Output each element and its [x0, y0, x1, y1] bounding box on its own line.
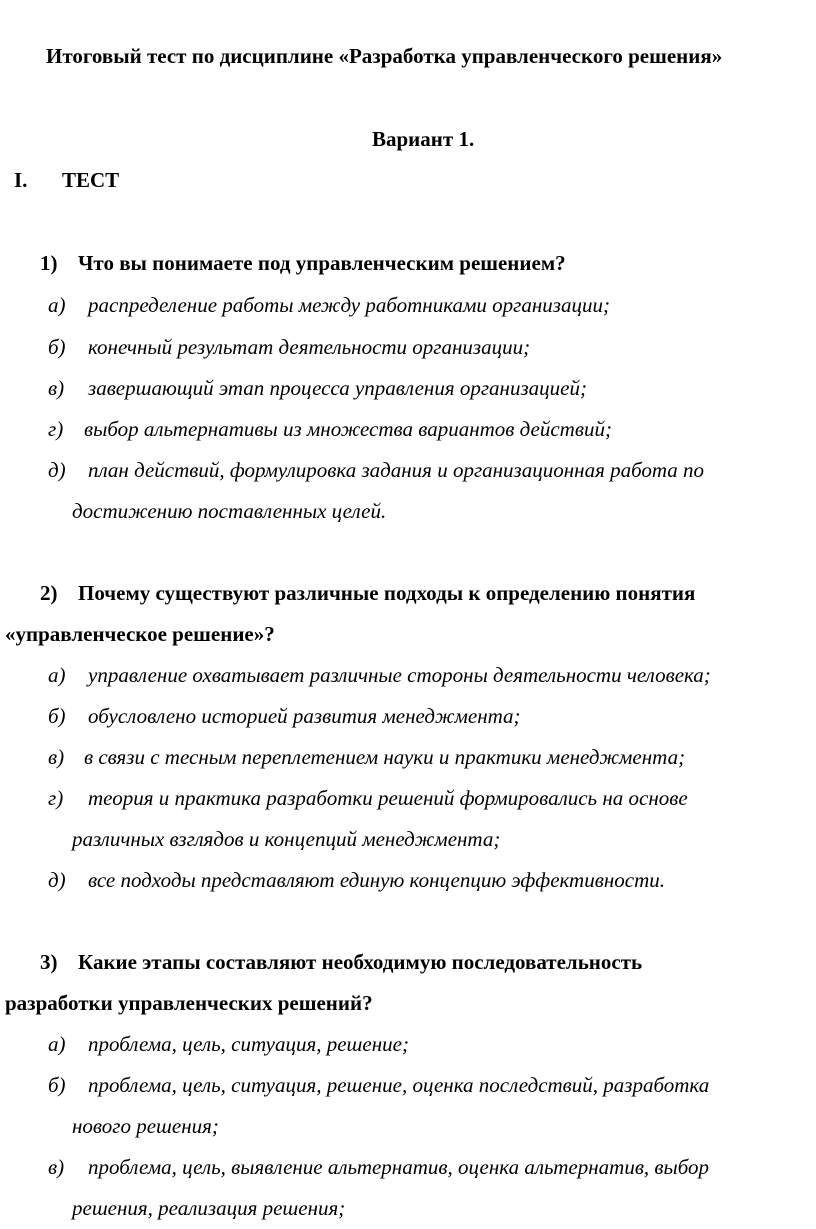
section-number: I.: [14, 168, 28, 192]
q1-option-d-text: план действий, формулировка задания и организационная работа по: [88, 458, 705, 482]
q3-option-v-text: проблема, цель, выявление альтернатив, оценка альтернатив, выбор: [88, 1155, 710, 1179]
q2-option-d-letter: д): [48, 868, 66, 892]
q2-option-g-text-cont: различных взглядов и концепций менеджмента;: [72, 827, 501, 851]
q1-option-v-text: завершающий этап процесса управления организацией;: [88, 376, 587, 400]
q1-option-v-letter: в): [48, 376, 65, 400]
q3-option-b-text: проблема, цель, ситуация, решение, оценка последствий, разработка: [88, 1073, 710, 1097]
question-2-number: 2): [40, 581, 58, 605]
q2-option-g-letter: г): [48, 786, 64, 810]
q2-option-v-letter: в): [48, 745, 65, 769]
q2-option-a-text: управление охватывает различные стороны деятельности человека;: [88, 663, 711, 687]
q1-option-a-text: распределение работы между работниками организации;: [88, 293, 610, 317]
q2-option-b-text: обусловлено историей развития менеджмента;: [88, 704, 521, 728]
q3-option-a-letter: а): [48, 1032, 66, 1056]
q1-option-a-letter: а): [48, 293, 66, 317]
q1-option-b-letter: б): [48, 335, 66, 359]
q2-option-a-letter: а): [48, 663, 66, 687]
q3-option-b-letter: б): [48, 1073, 66, 1097]
q2-option-v-text: в связи с тесным переплетением науки и практики менеджмента;: [84, 745, 686, 769]
question-2-text-cont: «управленческое решение»?: [5, 622, 275, 646]
section-title: ТЕСТ: [62, 168, 120, 192]
variant-label: Вариант 1.: [372, 127, 475, 151]
q1-option-d-text-cont: достижению поставленных целей.: [72, 499, 387, 523]
question-3-number: 3): [40, 950, 58, 974]
q1-option-b-text: конечный результат деятельности организации;: [88, 335, 531, 359]
q1-option-d-letter: д): [48, 458, 66, 482]
question-3-text-cont: разработки управленческих решений?: [5, 991, 373, 1015]
q1-option-g-text: выбор альтернативы из множества вариантов действий;: [84, 417, 612, 441]
q2-option-b-letter: б): [48, 704, 66, 728]
q3-option-v-text-cont: решения, реализация решения;: [72, 1196, 346, 1220]
question-3-text: Какие этапы составляют необходимую последовательность: [78, 950, 643, 974]
document-title: Итоговый тест по дисциплине «Разработка управленческого решения»: [46, 44, 723, 68]
q1-option-g-letter: г): [48, 417, 64, 441]
q3-option-a-text: проблема, цель, ситуация, решение;: [88, 1032, 409, 1056]
q2-option-d-text: все подходы представляют единую концепцию эффективности.: [88, 868, 665, 892]
q2-option-g-text: теория и практика разработки решений формировались на основе: [88, 786, 688, 810]
question-2-text: Почему существуют различные подходы к определению понятия: [78, 581, 696, 605]
q3-option-v-letter: в): [48, 1155, 65, 1179]
question-1-text: Что вы понимаете под управленческим решением?: [78, 251, 566, 275]
question-1-number: 1): [40, 251, 58, 275]
q3-option-b-text-cont: нового решения;: [72, 1114, 219, 1138]
